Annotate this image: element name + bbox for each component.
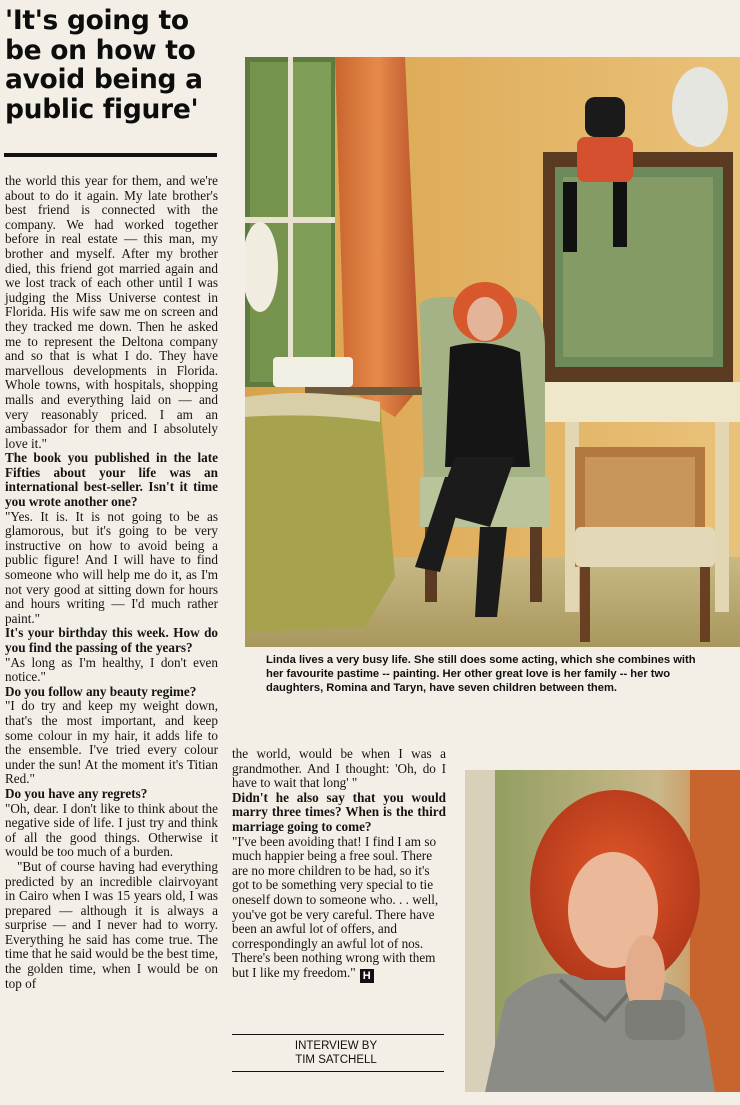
- paragraph: "Yes. It is. It is not going to be as glamorous, but it's going to be very instructive on how to avoid being a public figure! And I will have to find someone who will help me do it, as I'm not very good at sitting down for hours and hours writing — I'd much rather paint.": [5, 508, 218, 626]
- end-mark-icon: H: [360, 969, 374, 983]
- paragraph: "I do try and keep my weight down, that's the most important, and keep some colour in my hair, it adds life to the ensemble. I've tried every colour under the sun! At the moment it's Titian Red.": [5, 698, 218, 787]
- interior-photo-image: [245, 57, 740, 647]
- headline: 'It's going to be on how to avoid being a public figure': [5, 5, 203, 125]
- paragraph: "But of course having had everything predicted by an incredible clairvoyant in Cairo when I was 15 years old, I was prepared — although it is always a surprise — and I never had to worry. Everything he said has come true. The time that he said would be the best time, the golden time, when I would be on top of: [5, 858, 218, 991]
- article-column-middle: [232, 747, 446, 983]
- paragraph: "Oh, dear. I don't like to think about the negative side of life. I just try and think of all the good things. Otherwise it would be too much of a burden.: [5, 800, 218, 860]
- paragraph: [232, 835, 446, 983]
- headline-rule: [4, 153, 217, 157]
- question: Do you have any regrets?: [5, 785, 148, 801]
- credit-line-1: INTERVIEW BY: [294, 1040, 378, 1052]
- paragraph: the world this year for them, and we're about to do it again. My late brother's best friend is connected with the company. We had worked together before in real estate — this man, my brother and myself. After my brother died, this friend got married again and we lost track of each other until I was judging the Miss Universe contest in Florida. His wife saw me on screen and they tracked me down. Then he asked me to represent the Deltona company and so that is what I do. They have marvellous developments in Florida. Whole towns, with hospitals, shopping malls and everything laid on — and very reasonably priced. I am an ambassador for them and I absolutely love it.": [5, 173, 218, 451]
- credit-line-2: TIM SATCHELL: [295, 1053, 377, 1066]
- interview-credit: [236, 1040, 436, 1067]
- photo-caption: Linda lives a very busy life. She still does some acting, which she combines with her favourite pastime -- painting. Her other great love is her family -- her two daughters, Romina and Taryn, have seven children between them.: [266, 654, 696, 695]
- portrait-photo: [465, 770, 740, 1092]
- paragraph-text: "I've been avoiding that! I find I am so much happier being a free soul. There are no more children to be had, so it's got to be something very special to tie oneself down to someone who. . . well, you've got be very careful. There have been an awful lot of offers, and correspondingly an awful lot of nos. There's been nothing wrong with them but I like my freedom.": [232, 833, 439, 980]
- question: It's your birthday this week. How do you find the passing of the years?: [5, 625, 218, 655]
- paragraph: "As long as I'm healthy, I don't even notice.": [5, 654, 218, 685]
- credit-rule-bottom: [232, 1071, 444, 1072]
- credit-rule-top: [232, 1034, 444, 1035]
- question: Do you follow any beauty regime?: [5, 683, 197, 699]
- portrait-photo-image: [465, 770, 740, 1092]
- paragraph: the world, would be when I was a grandmother. And I thought: 'Oh, do I have to wait that long' ": [232, 746, 446, 791]
- question: Didn't he also say that you would marry three times? When is the third marriage going to come?: [232, 789, 446, 834]
- question: The book you published in the late Fifties about your life was an international best-seller. Isn't it time you wrote another one?: [5, 450, 218, 510]
- interior-photo: [245, 57, 740, 647]
- article-column-left: [5, 174, 218, 991]
